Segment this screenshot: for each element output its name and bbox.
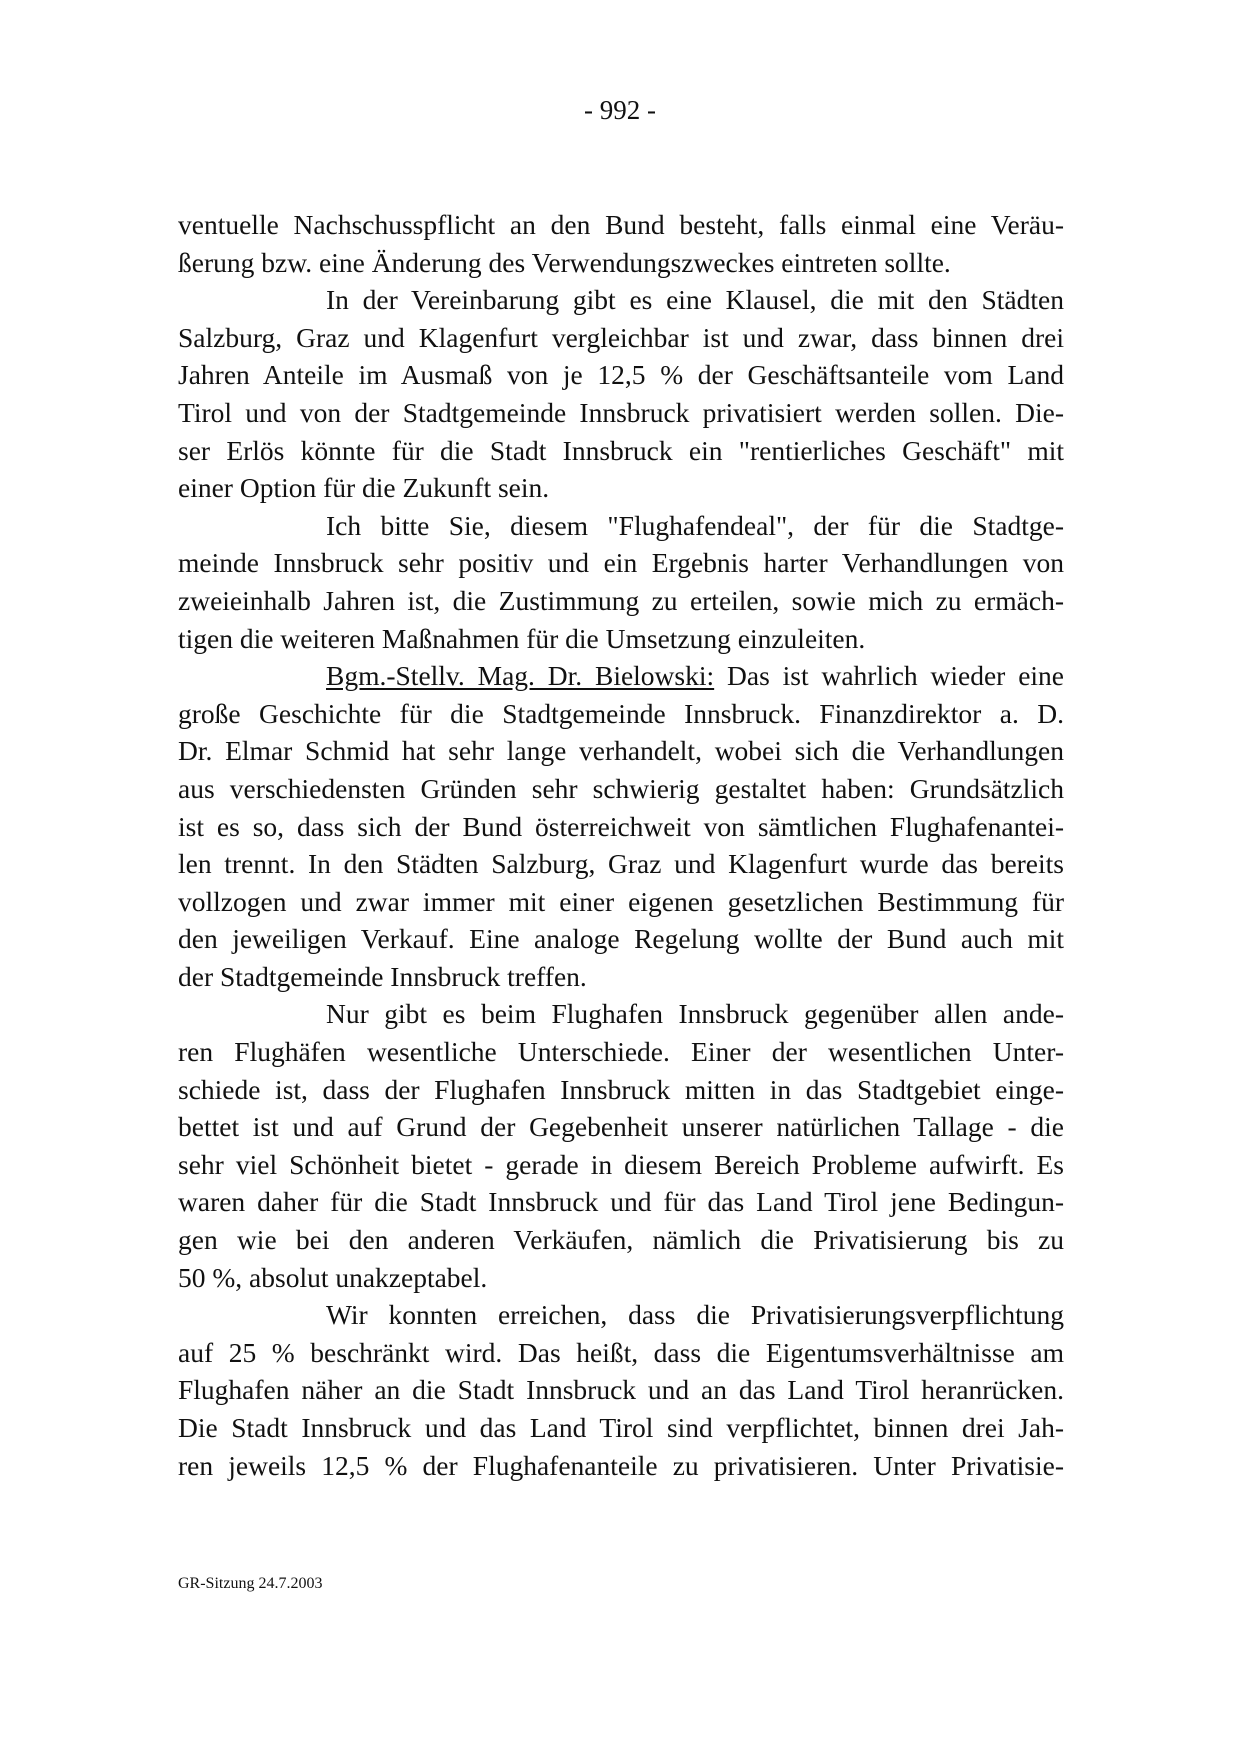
text-line: ser Erlös könnte für die Stadt Innsbruck ein "rentierliches Geschäft" mit — [178, 434, 1064, 466]
text-line: Flughafen näher an die Stadt Innsbruck und an das Land Tirol heranrücken. — [178, 1374, 1064, 1406]
text-line: bettet ist und auf Grund der Gegebenheit unserer natürlichen Tallage - die — [178, 1111, 1064, 1143]
text-line: Salzburg, Graz und Klagenfurt vergleichbar ist und zwar, dass binnen drei — [178, 321, 1064, 353]
text-line: sehr viel Schönheit bietet - gerade in diesem Bereich Probleme aufwirft. Es — [178, 1148, 1064, 1180]
text-line: der Stadtgemeinde Innsbruck treffen. — [178, 960, 587, 992]
speaker-line — [178, 657, 1064, 695]
text-line: vollzogen und zwar immer mit einer eigenen gesetzlichen Bestimmung für — [178, 885, 1064, 917]
text-line: ventuelle Nachschusspflicht an den Bund besteht, falls einmal eine Veräu- — [178, 209, 1064, 240]
text-line: 50 %, absolut unakzeptabel. — [178, 1261, 488, 1293]
text-line: Jahren Anteile im Ausmaß von je 12,5 % der Geschäftsanteile vom Land — [178, 359, 1064, 391]
text-line: ren jeweils 12,5 % der Flughafenanteile zu privatisieren. Unter Privatisie- — [178, 1449, 1064, 1481]
text-line: len trennt. In den Städten Salzburg, Graz und Klagenfurt wurde das bereits — [178, 848, 1064, 880]
text-line: waren daher für die Stadt Innsbruck und für das Land Tirol jene Bedingun- — [178, 1186, 1064, 1218]
text-line: Tirol und von der Stadtgemeinde Innsbruck privatisiert werden sollen. Die- — [178, 396, 1064, 428]
text-line: den jeweiligen Verkauf. Eine analoge Regelung wollte der Bund auch mit — [178, 923, 1064, 955]
text-line: Wir konnten erreichen, dass die Privatisierungsverpflichtung — [326, 1299, 1064, 1331]
page-number: - 992 - — [584, 95, 656, 125]
text-line: aus verschiedensten Gründen sehr schwierig gestaltet haben: Grundsätzlich — [178, 772, 1064, 804]
text-line: Dr. Elmar Schmid hat sehr lange verhandelt, wobei sich die Verhandlungen — [178, 735, 1064, 767]
text-line: In der Vereinbarung gibt es eine Klausel, die mit den Städten — [326, 284, 1064, 316]
text-line: Ich bitte Sie, diesem "Flughafendeal", der für die Stadtge- — [326, 509, 1064, 541]
document-body — [178, 206, 1064, 1484]
text-line: meinde Innsbruck sehr positiv und ein Ergebnis harter Verhandlungen von — [178, 547, 1064, 579]
speaker-name: Bgm.-Stellv. Mag. Dr. Bielowski: — [326, 660, 715, 692]
text-line: ist es so, dass sich der Bund österreichweit von sämtlichen Flughafenantei- — [178, 810, 1064, 842]
speaker-text: Das ist wahrlich wieder eine — [727, 660, 1064, 692]
text-line: ßerung bzw. eine Änderung des Verwendungszweckes eintreten sollte. — [178, 246, 951, 278]
text-line: Die Stadt Innsbruck und das Land Tirol sind verpflichtet, binnen drei Jah- — [178, 1412, 1064, 1443]
text-line: zweieinhalb Jahren ist, die Zustimmung zu erteilen, sowie mich zu ermäch- — [178, 584, 1064, 616]
text-line: Nur gibt es beim Flughafen Innsbruck gegenüber allen ande- — [326, 998, 1064, 1030]
text-line: ren Flughäfen wesentliche Unterschiede. Einer der wesentlichen Unter- — [178, 1036, 1064, 1068]
text-line: gen wie bei den anderen Verkäufen, nämlich die Privatisierung bis zu — [178, 1224, 1064, 1256]
text-line: große Geschichte für die Stadtgemeinde Innsbruck. Finanzdirektor a. D. — [178, 697, 1064, 729]
text-line: einer Option für die Zukunft sein. — [178, 472, 550, 504]
page-footer: GR-Sitzung 24.7.2003 — [178, 1575, 323, 1592]
text-line: auf 25 % beschränkt wird. Das heißt, dass die Eigentumsverhältnisse am — [178, 1336, 1064, 1368]
text-line: tigen die weiteren Maßnahmen für die Umsetzung einzuleiten. — [178, 622, 866, 654]
text-line: schiede ist, dass der Flughafen Innsbruck mitten in das Stadtgebiet einge- — [178, 1073, 1064, 1105]
